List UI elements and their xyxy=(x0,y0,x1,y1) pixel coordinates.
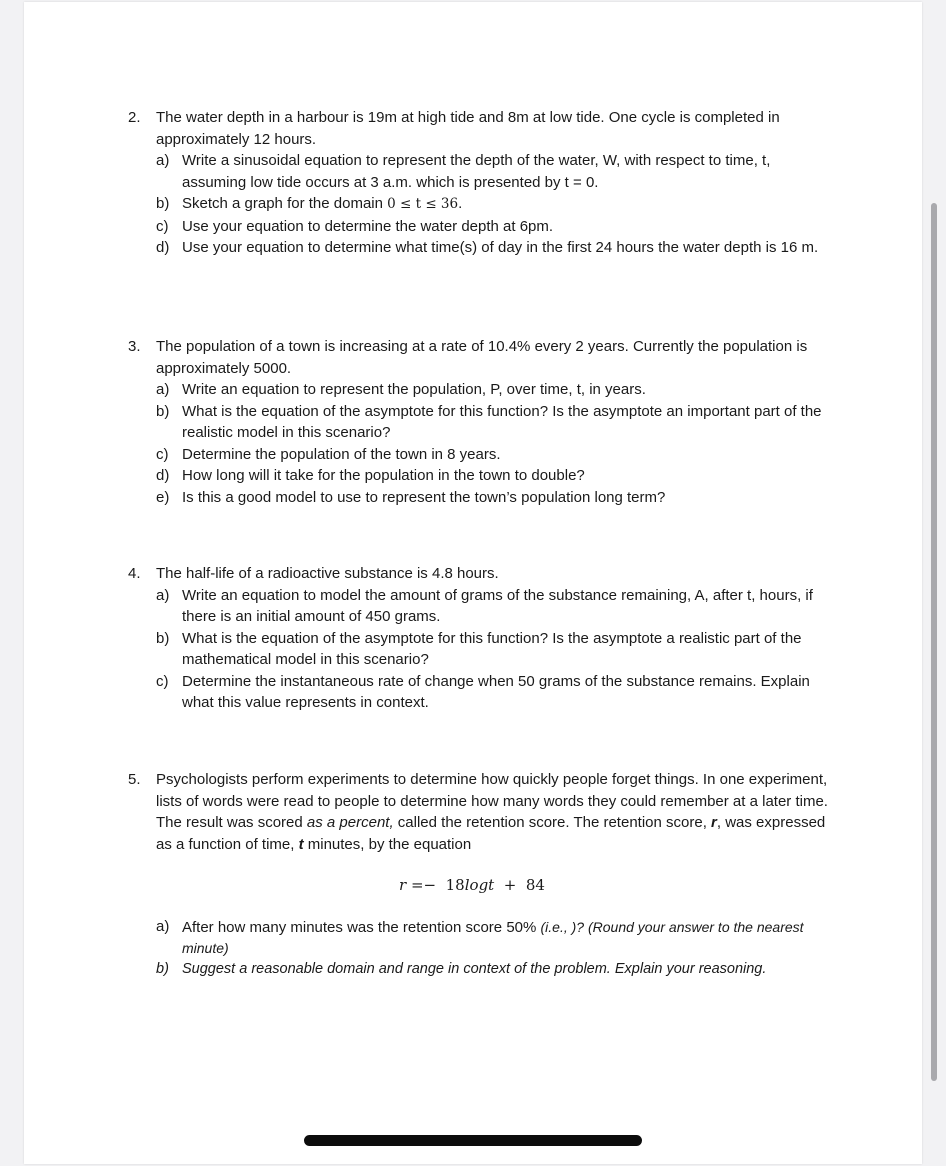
sub-text-ie: (i.e., )? xyxy=(540,918,585,935)
sub-question-a xyxy=(156,379,828,401)
sub-label: c) xyxy=(156,672,169,690)
question-number: 5. xyxy=(128,771,141,788)
sub-label: b) xyxy=(156,960,169,977)
variable-t: t xyxy=(298,835,304,853)
sub-question-c xyxy=(156,216,828,238)
sub-question-b xyxy=(156,193,828,216)
sub-text: Write an equation to represent the population, P, over time, t, in years. xyxy=(182,381,646,398)
equation-log: logt xyxy=(464,876,495,894)
sub-label: d) xyxy=(156,467,170,484)
sub-text: How long will it take for the population in the town to double? xyxy=(182,467,585,484)
sub-label: c) xyxy=(156,217,169,235)
equation-lhs: r =− xyxy=(399,876,437,894)
sub-label: b) xyxy=(156,195,170,212)
domain-inequality: 0 ≤ t ≤ 36 xyxy=(387,196,459,212)
sub-question-a xyxy=(156,150,828,193)
sub-question-b xyxy=(156,959,828,979)
sub-text-round: (Round your answer to the nearest minute) xyxy=(182,918,804,956)
question-number: 4. xyxy=(128,565,141,582)
stem-part: , was expressed as a function of time, xyxy=(156,814,826,853)
equation-plus: + xyxy=(503,876,517,894)
sub-question-b xyxy=(156,401,828,444)
sub-text xyxy=(182,193,828,216)
sub-question-c xyxy=(156,671,828,714)
sub-question-e xyxy=(156,487,828,509)
sub-question-d xyxy=(156,237,828,259)
sub-text: Use your equation to determine what time(s) of day in the first 24 hours the water depth is 16 m. xyxy=(182,239,819,256)
sub-label: b) xyxy=(156,402,170,420)
sub-text xyxy=(182,917,828,959)
sub-question-c xyxy=(156,444,828,466)
sub-question-a xyxy=(156,917,828,959)
sub-question-b xyxy=(156,628,828,671)
equation-constant: 84 xyxy=(525,876,545,894)
stem-italic: as a percent, xyxy=(306,814,394,831)
equation-coefficient: 18 xyxy=(445,876,465,894)
question-stem xyxy=(156,769,828,855)
sub-text: Determine the instantaneous rate of change when 50 grams of the substance remains. Explain what this value represents in context. xyxy=(182,672,810,711)
sub-text: Determine the population of the town in 8 years. xyxy=(182,445,501,463)
question-stem: The water depth in a harbour is 19m at high tide and 8m at low tide. One cycle is completed in approximately 12 hours. xyxy=(156,109,780,148)
sub-text: Suggest a reasonable domain and range in context of the problem. Explain your reasoning. xyxy=(182,960,767,977)
question-stem: The half-life of a radioactive substance is 4.8 hours. xyxy=(156,565,499,582)
question-number: 3. xyxy=(128,338,141,355)
question-3 xyxy=(128,336,828,508)
sub-text: Is this a good model to use to represent the town’s population long term? xyxy=(182,488,666,506)
sub-text: Write an equation to model the amount of grams of the substance remaining, A, after t, hours, if there is an initial amount of 450 grams. xyxy=(182,586,813,625)
question-number: 2. xyxy=(128,109,141,126)
sub-text: Write a sinusoidal equation to represent the depth of the water, W, with respect to time, t, assuming low tide occurs at 3 a.m. which is presented by t = 0. xyxy=(182,152,771,191)
question-stem: The population of a town is increasing at a rate of 10.4% every 2 years. Currently the population is approximately 5000. xyxy=(156,338,808,377)
sub-label: c) xyxy=(156,445,169,463)
sub-question-d xyxy=(156,465,828,487)
stem-part: Psychologists perform experiments to determine how quickly people forget things. In one experiment, lists of words were read to people to determine how many words they could remember at a later time. The result was scored xyxy=(156,771,828,831)
question-4 xyxy=(128,563,828,714)
question-5 xyxy=(128,769,828,979)
retention-equation xyxy=(156,875,828,897)
sub-label: b) xyxy=(156,629,170,647)
sub-text-part: Sketch a graph for the domain xyxy=(182,195,388,212)
sub-label: a) xyxy=(156,152,170,169)
stem-part: minutes, by the equation xyxy=(303,835,472,853)
sub-text: Use your equation to determine the water depth at 6pm. xyxy=(182,217,554,235)
question-2 xyxy=(128,107,828,259)
sub-label: e) xyxy=(156,488,170,506)
home-indicator[interactable] xyxy=(304,1135,642,1146)
sub-text: What is the equation of the asymptote for this function? Is the asymptote an important part of the realistic model in this scenario? xyxy=(182,402,822,441)
sub-label: d) xyxy=(156,239,170,256)
sub-label: a) xyxy=(156,917,170,935)
sub-label: a) xyxy=(156,381,170,398)
stem-part: called the retention score. The retention score, xyxy=(393,814,712,831)
sub-text-part: . xyxy=(458,195,463,212)
sub-question-a xyxy=(156,585,828,628)
variable-r: r xyxy=(711,814,717,831)
sub-text: What is the equation of the asymptote for this function? Is the asymptote a realistic part of the mathematical model in this scenario? xyxy=(182,629,802,668)
sub-label: a) xyxy=(156,586,170,604)
sub-text-part: After how many minutes was the retention score 50% xyxy=(182,918,541,936)
scrollbar[interactable] xyxy=(931,203,937,1081)
